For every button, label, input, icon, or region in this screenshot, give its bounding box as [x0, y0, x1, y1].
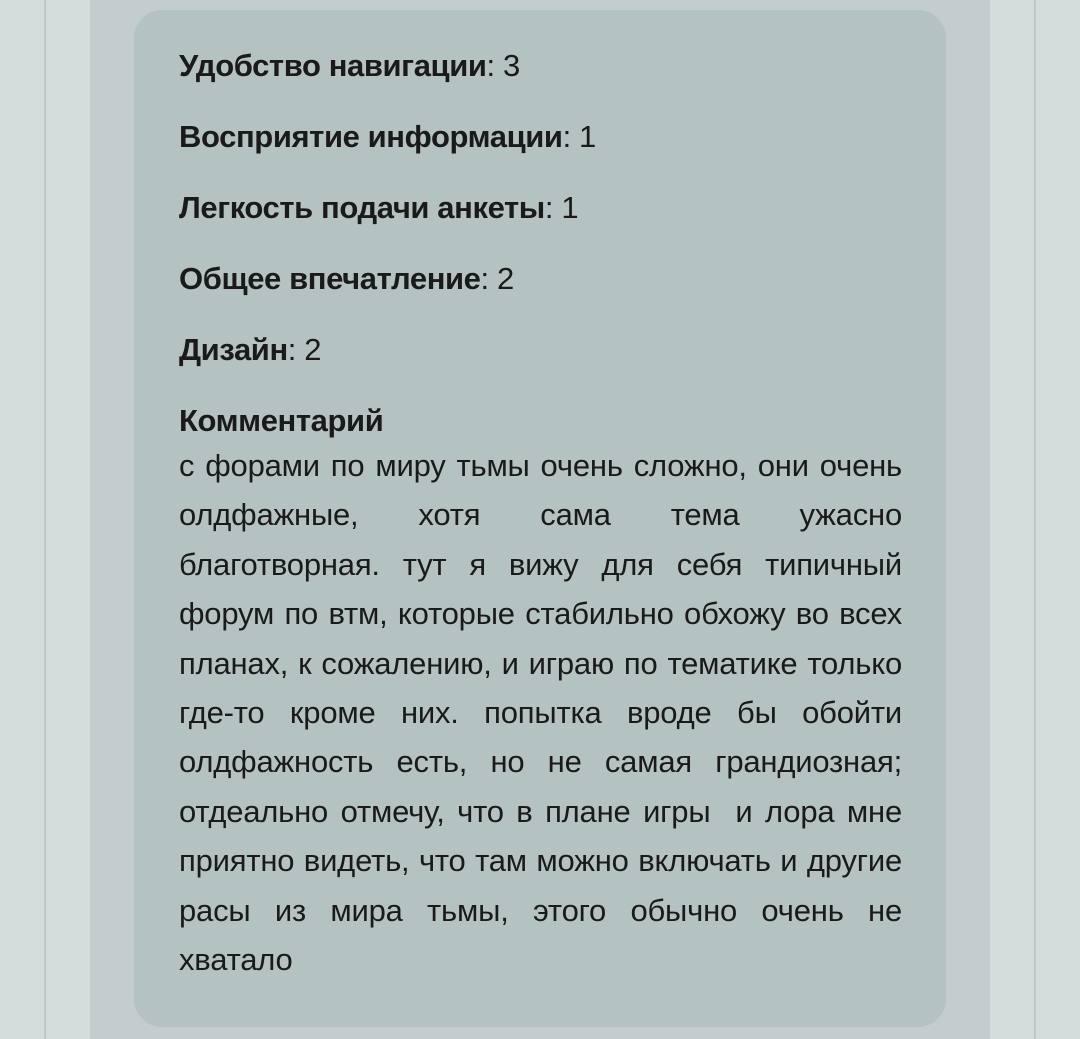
review-card: [134, 10, 946, 1027]
rating-value: 3: [502, 48, 520, 83]
rating-label: Общее впечатление: [179, 261, 481, 296]
rating-label: Восприятие информации: [179, 119, 563, 154]
rating-information: Восприятие информации: 1: [179, 119, 596, 154]
comment-text: с форами по миру тьмы очень сложно, они очень олдфажные, хотя сама тема ужасно благотворная. тут я вижу для себя типичный форум по втм, которые стабильно обхожу во всех планах, к сожалению, и играю по тематике только где-то кроме них. попытка вроде бы обойти олдфажность есть, но не самая грандиозная; отдеально отмечу, что в плане игры и лора мне приятно видеть, что там можно включать и другие расы из мира тьмы, этого обычно очень не хватало: [179, 448, 911, 978]
rating-application: Легкость подачи анкеты: 1: [179, 190, 579, 225]
rating-design: Дизайн: 2: [179, 332, 322, 367]
rating-navigation: Удобство навигации: 3: [179, 48, 520, 83]
rating-value: 1: [579, 119, 596, 154]
rating-label: Удобство навигации: [179, 48, 487, 83]
rating-value: 2: [304, 332, 322, 367]
rating-overall: Общее впечатление: 2: [179, 261, 514, 296]
rating-value: 2: [496, 261, 514, 296]
rating-value: 1: [561, 190, 579, 225]
rating-label: Легкость подачи анкеты: [179, 190, 545, 225]
right-divider: [1034, 0, 1036, 1039]
comment-title: Комментарий: [179, 403, 384, 438]
rating-label: Дизайн: [179, 332, 288, 367]
left-divider: [44, 0, 46, 1039]
